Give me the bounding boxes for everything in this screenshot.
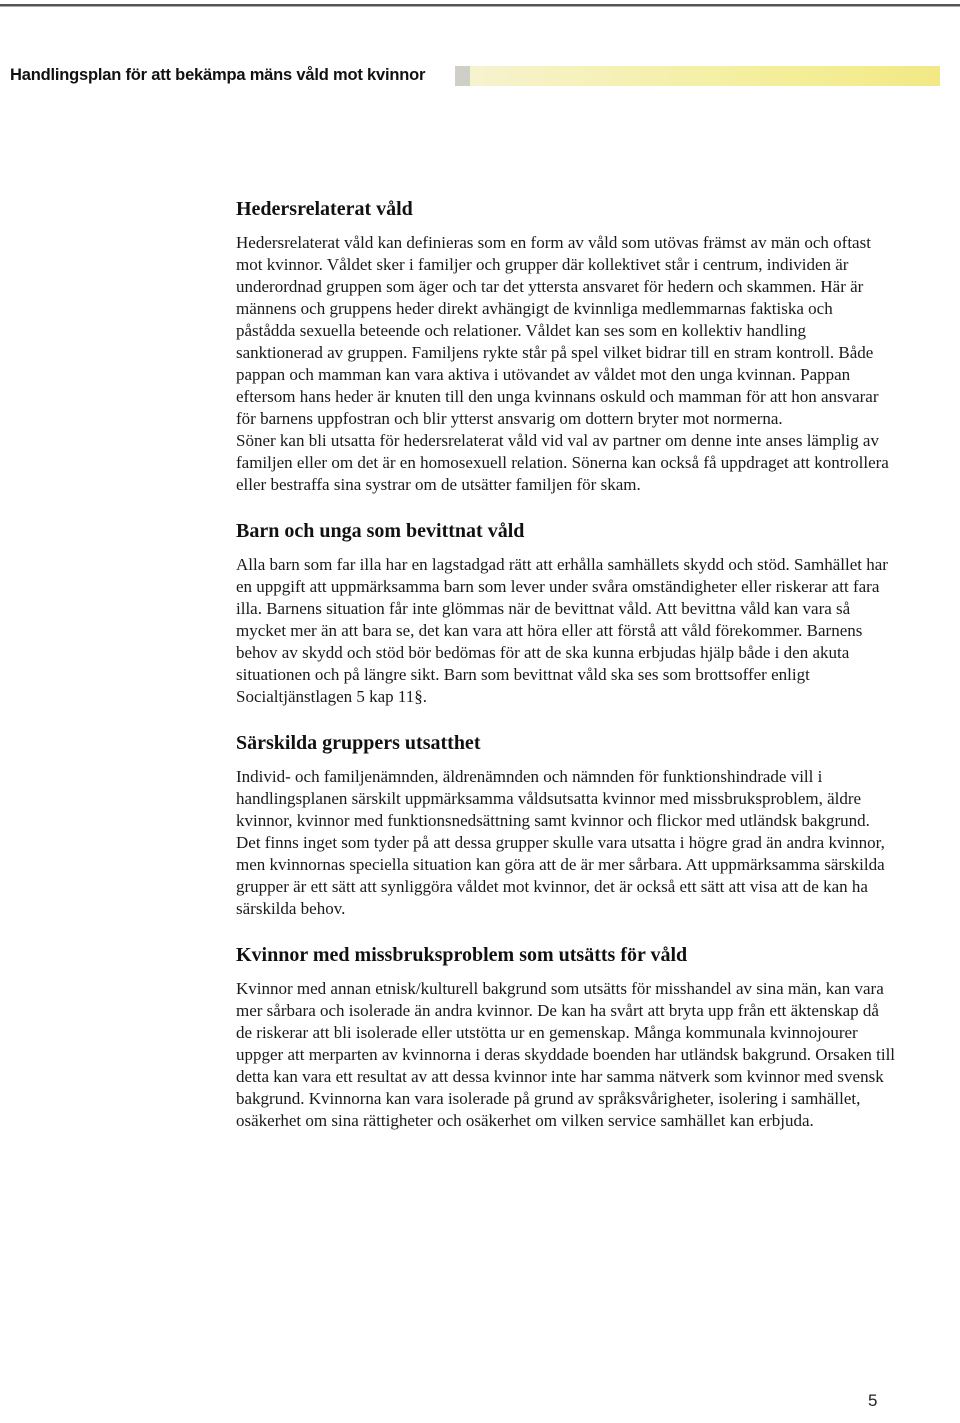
page-number: 5 (868, 1391, 878, 1410)
section-heading: Barn och unga som bevittnat våld (236, 520, 525, 542)
section-heading: Kvinnor med missbruksproblem som utsätts för våld (236, 944, 688, 966)
section-heading: Särskilda gruppers utsatthet (236, 732, 481, 754)
section-hedersrelaterat (236, 196, 896, 496)
section-sarskilda-grupper (236, 730, 896, 920)
header-title: Handlingsplan för att bekämpa mäns våld mot kvinnor (10, 66, 426, 84)
header-marker (455, 66, 470, 86)
paragraph: Hedersrelaterat våld kan definieras som en form av våld som utövas främst av män och oftast mot kvinnor. Våldet sker i familjer och grupper där kollektivet står i centrum, individen är underordnad gruppen som äger och tar det yttersta ansvaret för hedern och skammen. Här är männens och gruppens heder direkt avhängigt de kvinnliga medlemmarnas faktiska och påstådda sexuella beteende och relationer. Våldet kan ses som en kollektiv handling sanktionerad av gruppen. Familjens rykte står på spel vilket bidrar till en stram kontroll. Både pappan och mamman kan vara aktiva i utövandet av våldet mot den unga kvinnan. Pappan eftersom hans heder är knuten till den unga kvinnans oskuld och mamman för att hon ansvarar för barnens uppfostran och blir ytterst ansvarig om dottern bryter mot normerna. (236, 233, 879, 428)
top-rule (0, 4, 960, 8)
paragraph: Kvinnor med annan etnisk/kulturell bakgrund som utsätts för misshandel av sina män, kan vara mer sårbara och isolerade än andra kvinnor. De kan ha svårt att bryta upp från ett äktenskap då de riskerar att bli isolerade eller utstötta ur en gemenskap. Många kommunala kvinnojourer uppger att merparten av kvinnorna i deras skyddade boenden har utländsk bakgrund. Orsaken till detta kan vara ett resultat av att dessa kvinnor inte har samma nätverk som kvinnor med svensk bakgrund. Kvinnorna kan vara isolerade på grund av språksvårigheter, isolering i samhället, osäkerhet om sina rättigheter och osäkerhet om vilken service samhället kan erbjuda. (236, 979, 896, 1130)
section-missbruksproblem (236, 942, 896, 1132)
header-band (470, 66, 940, 86)
main-content (236, 196, 896, 1154)
paragraph: Alla barn som far illa har en lagstadgad rätt att erhålla samhällets skydd och stöd. Samhället har en uppgift att uppmärksamma barn som lever under svåra omständigheter eller riskerar att fara illa. Barnens situation får inte glömmas när de bevittnat våld. Att bevittna våld kan vara så mycket mer än att bara se, det kan vara att höra eller att förstå att våld förekommer. Barnens behov av skydd och stöd bör bedömas för att de ska kunna erbjudas hjälp både i den akuta situationen och på längre sikt. Barn som bevittnat våld ska ses som brottsoffer enligt Socialtjänstlagen 5 kap 11§. (236, 555, 888, 706)
page-header (0, 62, 940, 90)
paragraph: Individ- och familjenämnden, äldrenämnden och nämnden för funktionshindrade vill i handlingsplanen särskilt uppmärksamma våldsutsatta kvinnor med missbruksproblem, äldre kvinnor, kvinnor med funktionsnedsättning samt kvinnor och flickor med utländsk bakgrund. Det finns inget som tyder på att dessa grupper skulle vara utsatta i högre grad än andra kvinnor, men kvinnornas speciella situation kan göra att de är mer sårbara. Att uppmärksamma särskilda grupper är ett sätt att synliggöra våldet mot kvinnor, det är också ett sätt att visa att de kan ha särskilda behov. (236, 767, 885, 918)
section-barn-och-unga (236, 518, 896, 708)
section-heading: Hedersrelaterat våld (236, 198, 413, 220)
paragraph: Söner kan bli utsatta för hedersrelaterat våld vid val av partner om denne inte anses lämplig av familjen eller om det är en homosexuell relation. Sönerna kan också få uppdraget att kontrollera eller bestraffa sina systrar om de utsätter familjen för skam. (236, 431, 889, 494)
